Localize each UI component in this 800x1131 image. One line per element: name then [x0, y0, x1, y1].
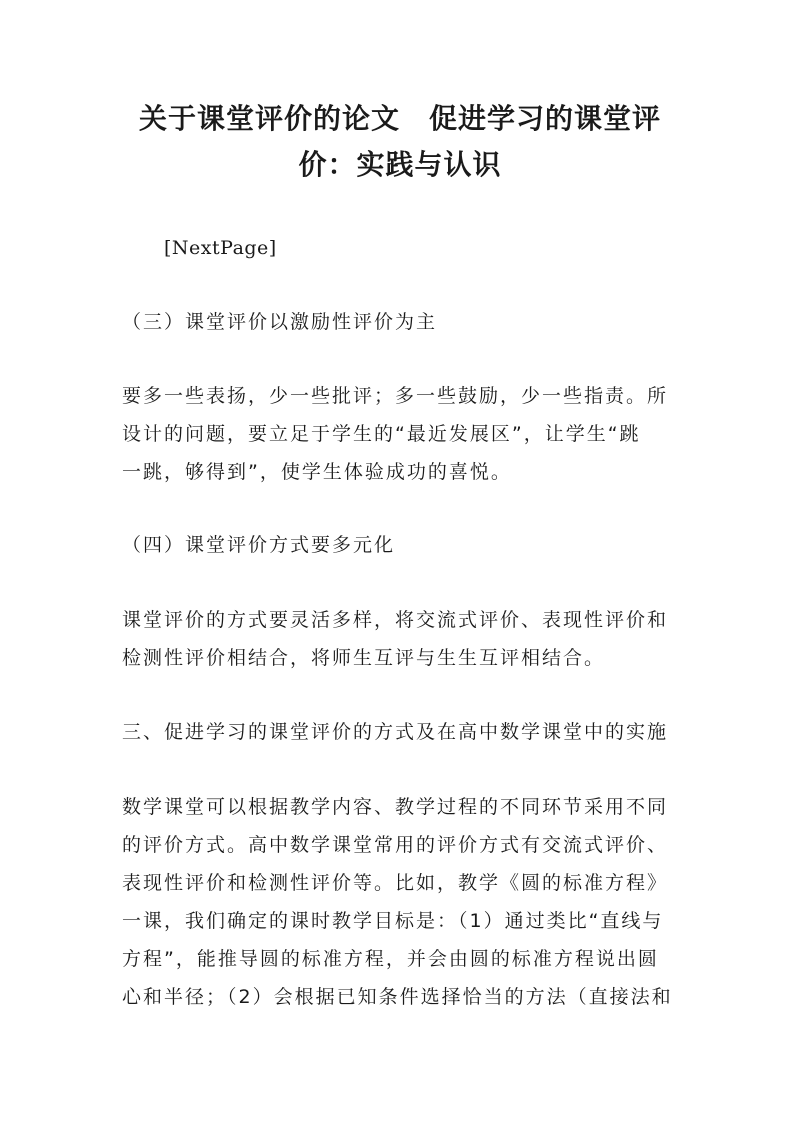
paragraph-line: 的评价方式。高中数学课堂常用的评价方式有交流式评价、: [122, 834, 669, 856]
section-heading-3: [122, 303, 682, 341]
paragraph-diversified: [122, 601, 682, 677]
next-page-marker: [NextPage]: [164, 237, 277, 259]
paragraph-encouragement: [122, 377, 682, 491]
section-heading-4: [122, 526, 682, 564]
paragraph-line: 一跳，够得到”，使学生体验成功的喜悦。: [122, 461, 512, 483]
paragraph-line: （四）课堂评价方式要多元化: [122, 534, 396, 556]
paragraph-line: 要多一些表扬，少一些批评；多一些鼓励，少一些指责。所: [122, 385, 669, 407]
paragraph-line: 方程”，能推导圆的标准方程，并会由圆的标准方程说出圆: [122, 948, 659, 970]
paragraph-line: 课堂评价的方式要灵活多样，将交流式评价、表现性评价和: [122, 609, 669, 631]
paragraph-line: 表现性评价和检测性评价等。比如，教学《圆的标准方程》: [122, 872, 669, 894]
paragraph-line: 数学课堂可以根据教学内容、教学过程的不同环节采用不同: [122, 796, 669, 818]
paragraph-line: 检测性评价相结合，将师生互评与生生互评相结合。: [122, 647, 606, 669]
paragraph-line: 设计的问题，要立足于学生的“最近发展区”，让学生“跳: [122, 423, 641, 445]
chapter-heading-3: [122, 713, 682, 751]
paragraph-line: （三）课堂评价以激励性评价为主: [122, 311, 438, 333]
paragraph-math-classroom: [122, 788, 682, 1016]
title-line-2: 价：实践与认识: [298, 148, 502, 181]
paragraph-line: 一课，我们确定的课时教学目标是：（1）通过类比“直线与: [122, 910, 664, 932]
paragraph-line: 三、促进学习的课堂评价的方式及在高中数学课堂中的实施: [122, 721, 669, 743]
title-line-1: 关于课堂评价的论文 促进学习的课堂评: [138, 102, 661, 135]
paragraph-line: 心和半径；（2）会根据已知条件选择恰当的方法（直接法和: [122, 986, 673, 1008]
document-title: [100, 96, 700, 188]
